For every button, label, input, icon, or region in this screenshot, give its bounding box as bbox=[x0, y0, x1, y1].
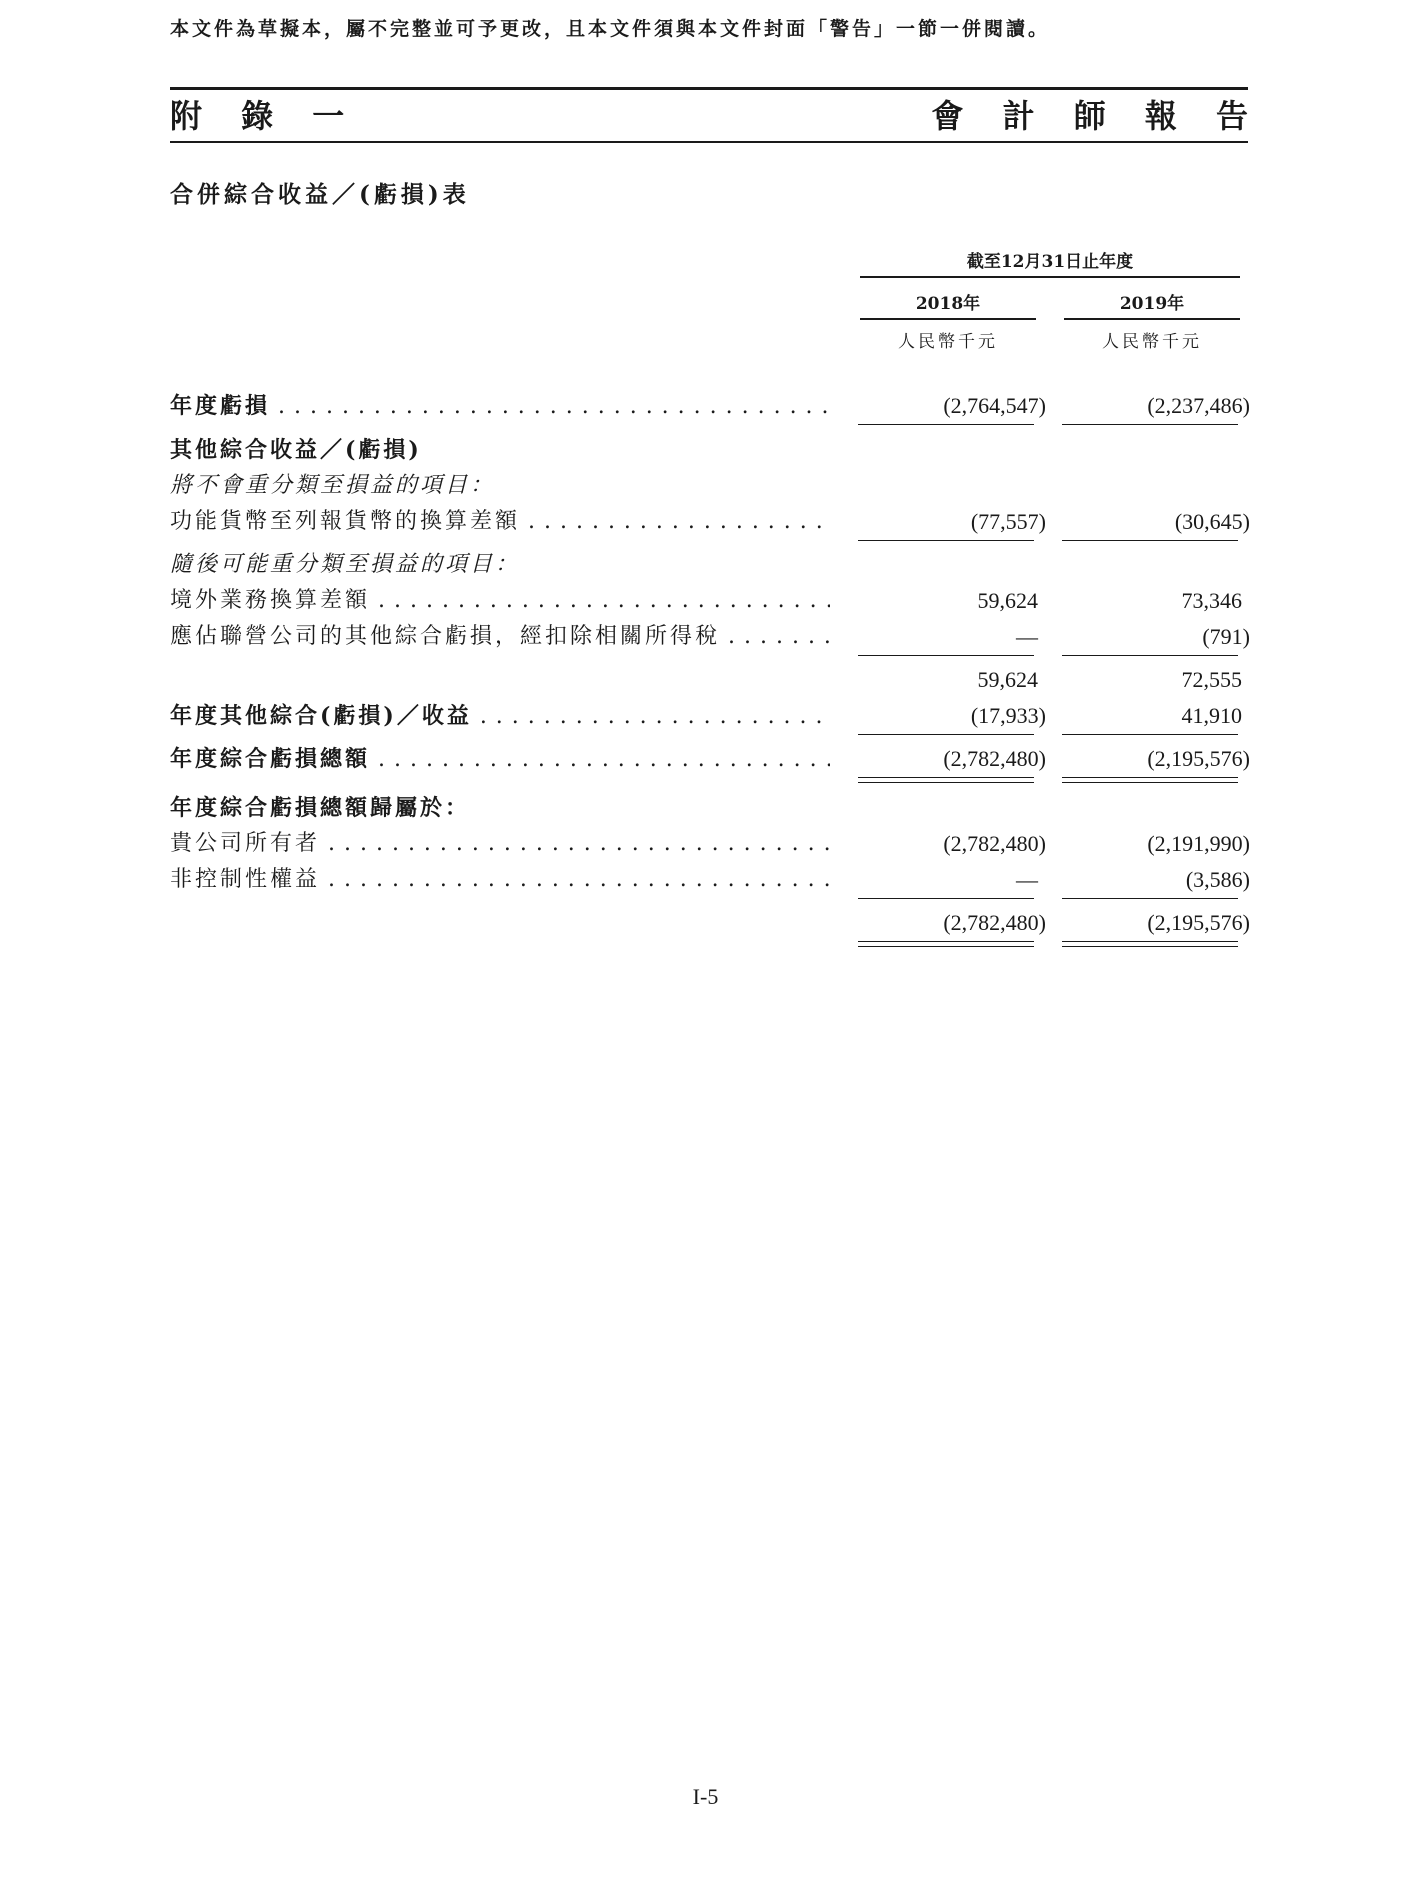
row-label: 隨後可能重分類至損益的項目： bbox=[170, 552, 521, 577]
draft-notice: 本文件為草擬本，屬不完整並可予更改，且本文件須與本文件封面「警告」一節一併閱讀。 bbox=[170, 18, 1051, 40]
table-row-attributable-total bbox=[170, 907, 1250, 943]
double-underline bbox=[858, 777, 1034, 783]
statement-title: 合併綜合收益／(虧損)表 bbox=[170, 181, 470, 208]
table-row-foreign-ops bbox=[170, 585, 1250, 621]
page-number: I-5 bbox=[692, 1784, 719, 1809]
table-row-may-reclass-heading bbox=[170, 549, 1250, 585]
value-2018: (2,782,480) bbox=[943, 746, 1046, 771]
underline bbox=[1062, 655, 1238, 656]
value-2018: (2,764,547) bbox=[943, 393, 1046, 418]
table-row-loss-for-year bbox=[170, 390, 1250, 426]
row-label: 將不會重分類至損益的項目： bbox=[170, 473, 496, 498]
table-row-nci bbox=[170, 864, 1250, 900]
period-header: 截至12月31日止年度 bbox=[966, 252, 1134, 272]
row-label: 年度綜合虧損總額 . . . bbox=[170, 743, 830, 776]
column-rule-2018 bbox=[860, 318, 1036, 320]
row-label: 非控制性權益 . . . bbox=[170, 864, 830, 896]
row-label: 境外業務換算差額 . . . bbox=[170, 585, 830, 617]
column-unit-2018: 人民幣千元 bbox=[898, 332, 998, 352]
period-rule bbox=[860, 276, 1240, 278]
column-year-2019: 2019年 bbox=[1119, 294, 1185, 314]
value-2018: — bbox=[1016, 624, 1038, 649]
table-row-translation-diff bbox=[170, 506, 1250, 542]
value-2019: 72,555 bbox=[1181, 667, 1242, 692]
underline bbox=[1062, 540, 1238, 541]
table-row-associates-oci bbox=[170, 621, 1250, 657]
value-2019: (2,195,576) bbox=[1147, 910, 1250, 935]
double-underline bbox=[1062, 777, 1238, 783]
value-2019: (2,237,486) bbox=[1147, 393, 1250, 418]
table-row-oci-for-year bbox=[170, 700, 1250, 736]
underline bbox=[858, 655, 1034, 656]
report-title: 會 計 師 報 告 bbox=[931, 97, 1262, 135]
row-label: 年度虧損 . . . bbox=[170, 390, 830, 423]
value-2019: 41,910 bbox=[1181, 703, 1242, 728]
row-label: 應佔聯營公司的其他綜合虧損，經扣除相關所得稅 . . . bbox=[170, 621, 830, 653]
value-2018: — bbox=[1016, 867, 1038, 892]
underline bbox=[858, 540, 1034, 541]
value-2018: (2,782,480) bbox=[943, 910, 1046, 935]
underline bbox=[858, 424, 1034, 425]
column-rule-2019 bbox=[1064, 318, 1240, 320]
value-2018: (77,557) bbox=[970, 509, 1046, 534]
row-label: 其他綜合收益／(虧損) bbox=[170, 437, 422, 463]
value-2018: 59,624 bbox=[977, 667, 1038, 692]
value-2019: 73,346 bbox=[1181, 588, 1242, 613]
value-2018: 59,624 bbox=[977, 588, 1038, 613]
row-label: 年度其他綜合(虧損)／收益 . . . bbox=[170, 700, 830, 733]
double-underline bbox=[858, 941, 1034, 947]
value-2019: (2,191,990) bbox=[1147, 831, 1250, 856]
value-2018: (17,933) bbox=[970, 703, 1046, 728]
underline bbox=[858, 734, 1034, 735]
table-row-owners bbox=[170, 828, 1250, 864]
table-row-total-comprehensive-loss bbox=[170, 743, 1250, 779]
value-2019: (30,645) bbox=[1174, 509, 1250, 534]
table-row-oci-heading bbox=[170, 434, 1250, 470]
table-row-may-reclass-subtotal bbox=[170, 664, 1250, 700]
value-2019: (3,586) bbox=[1185, 867, 1250, 892]
row-label: 年度綜合虧損總額歸屬於： bbox=[170, 795, 471, 821]
value-2019: (791) bbox=[1202, 624, 1250, 649]
table-row-not-reclass-heading bbox=[170, 470, 1250, 506]
underline bbox=[1062, 424, 1238, 425]
underline bbox=[1062, 898, 1238, 899]
value-2019: (2,195,576) bbox=[1147, 746, 1250, 771]
section-header bbox=[170, 87, 1262, 143]
value-2018: (2,782,480) bbox=[943, 831, 1046, 856]
double-underline bbox=[1062, 941, 1238, 947]
column-year-2018: 2018年 bbox=[915, 294, 981, 314]
underline bbox=[1062, 734, 1238, 735]
table-row-attributable-heading bbox=[170, 792, 1250, 828]
underline bbox=[858, 898, 1034, 899]
appendix-title: 附 錄 一 bbox=[170, 97, 359, 135]
row-label: 貴公司所有者 . . . bbox=[170, 828, 830, 860]
row-label: 功能貨幣至列報貨幣的換算差額 . . . bbox=[170, 506, 830, 538]
column-unit-2019: 人民幣千元 bbox=[1102, 332, 1202, 352]
